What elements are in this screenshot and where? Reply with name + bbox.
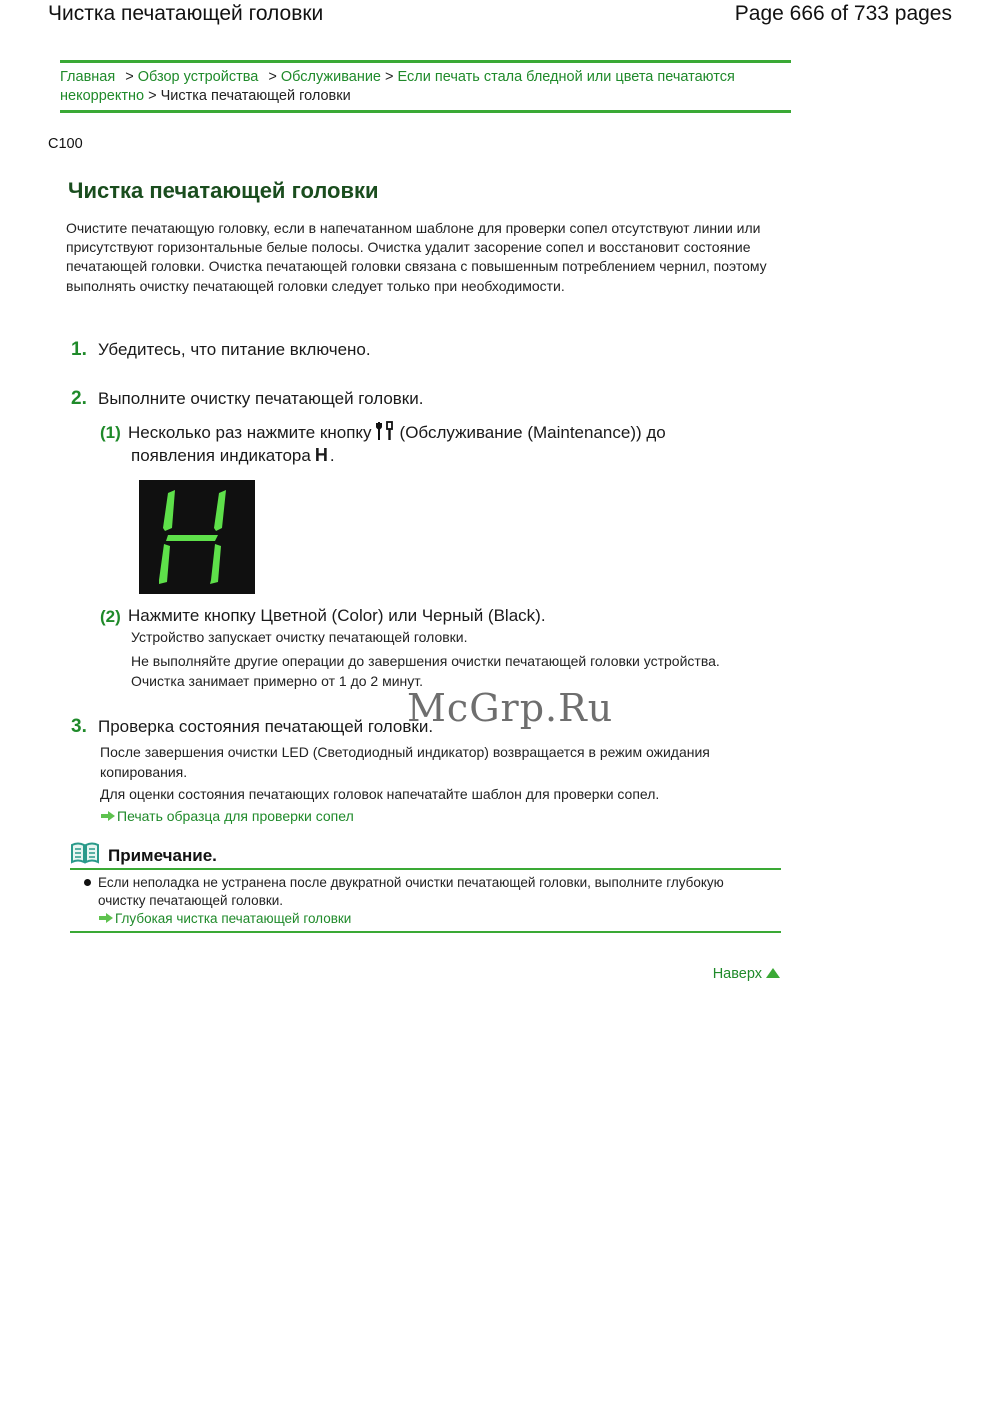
model-label: C100 <box>48 136 83 152</box>
substep-number: (1) <box>100 423 121 442</box>
maintenance-tool-icon <box>376 421 394 441</box>
link-arrow-icon <box>98 912 114 924</box>
back-to-top-link[interactable] <box>713 966 781 982</box>
note-divider <box>70 931 781 933</box>
step-number: 3. <box>71 716 87 737</box>
step-number: 1. <box>71 339 87 360</box>
substep-text-part: появления индикатора <box>131 446 311 465</box>
led-segment <box>166 535 218 541</box>
step-text: Убедитесь, что питание включено. <box>98 340 371 359</box>
bullet-icon <box>84 879 91 886</box>
nozzle-check-link[interactable] <box>100 808 354 824</box>
led-indicator-image <box>139 480 255 594</box>
page-header <box>48 0 952 30</box>
book-icon <box>70 842 100 864</box>
page-title: Чистка печатающей головки <box>68 178 379 203</box>
led-segment <box>159 544 170 584</box>
note-header <box>70 842 781 870</box>
breadcrumb-separator: > <box>268 69 277 85</box>
breadcrumb-link-home[interactable]: Главная <box>60 69 116 85</box>
substep-text-part: (Обслуживание (Maintenance)) до <box>399 423 666 442</box>
intro-paragraph: Очистите печатающую головку, если в напечатанном шаблоне для проверки сопел отсутствуют линии или присутствуют горизонтальные белые полосы. Очистка удалит засорение сопел и восстановит состояние печатающей головки. Очистка печатающей головки связана с повышенным потреблением чернил, поэтому выполнять очистку печатающей головки следует только при необходимости. <box>66 220 767 294</box>
page-indicator: Page 666 of 733 pages <box>734 2 952 25</box>
breadcrumb-link-overview[interactable]: Обзор устройства <box>137 69 259 85</box>
body-paragraph: Не выполняйте другие операции до завершения очистки печатающей головки устройства. Очистка занимает примерно от 1 до 2 минут. <box>131 653 720 689</box>
note-title: Примечание. <box>108 846 217 865</box>
link-label: Глубокая чистка печатающей головки <box>115 911 352 926</box>
breadcrumb <box>60 60 791 113</box>
indicator-h-glyph: H <box>314 445 328 465</box>
body-paragraph: После завершения очистки LED (Светодиодный индикатор) возвращается в режим ожидания копирования. <box>100 744 710 780</box>
substep-text-part: . <box>329 446 335 465</box>
breadcrumb-separator: > <box>148 88 157 104</box>
led-h-segments <box>139 480 255 594</box>
led-segment <box>163 490 175 531</box>
breadcrumb-current: Чистка печатающей головки <box>160 88 351 104</box>
watermark: McGrp.Ru <box>407 686 614 730</box>
breadcrumb-link-maintenance[interactable]: Обслуживание <box>280 69 381 85</box>
link-arrow-icon <box>100 810 116 822</box>
body-paragraph: Устройство запускает очистку печатающей головки. <box>131 629 468 645</box>
breadcrumb-separator: > <box>385 69 394 85</box>
step-text: Выполните очистку печатающей головки. <box>98 389 424 408</box>
note-paragraph: Если неполадка не устранена после двукратной очистки печатающей головки, выполните глубокую очистку печатающей головки. <box>98 875 724 908</box>
step-text: Проверка состояния печатающей головки. <box>98 717 434 736</box>
substep-text: Нажмите кнопку Цветной (Color) или Черный (Black). <box>128 606 546 625</box>
step-number: 2. <box>71 388 87 409</box>
breadcrumb-link-faded-print[interactable]: Если печать стала бледной или цвета печатаются некорректно <box>60 69 735 104</box>
note-text <box>98 874 758 928</box>
deep-cleaning-link[interactable] <box>98 910 351 928</box>
page-header-title: Чистка печатающей головки <box>48 2 324 25</box>
led-segment <box>214 490 226 531</box>
link-label: Печать образца для проверки сопел <box>117 808 354 824</box>
substep-text-part: Несколько раз нажмите кнопку <box>128 423 372 442</box>
body-paragraph: Для оценки состояния печатающих головок напечатайте шаблон для проверки сопел. <box>100 786 660 802</box>
up-arrow-icon <box>765 967 781 979</box>
breadcrumb-separator: > <box>125 69 134 85</box>
back-to-top-label: Наверх <box>712 966 762 982</box>
substep-number: (2) <box>100 607 121 626</box>
substep-text <box>128 421 768 467</box>
led-segment <box>210 544 221 584</box>
